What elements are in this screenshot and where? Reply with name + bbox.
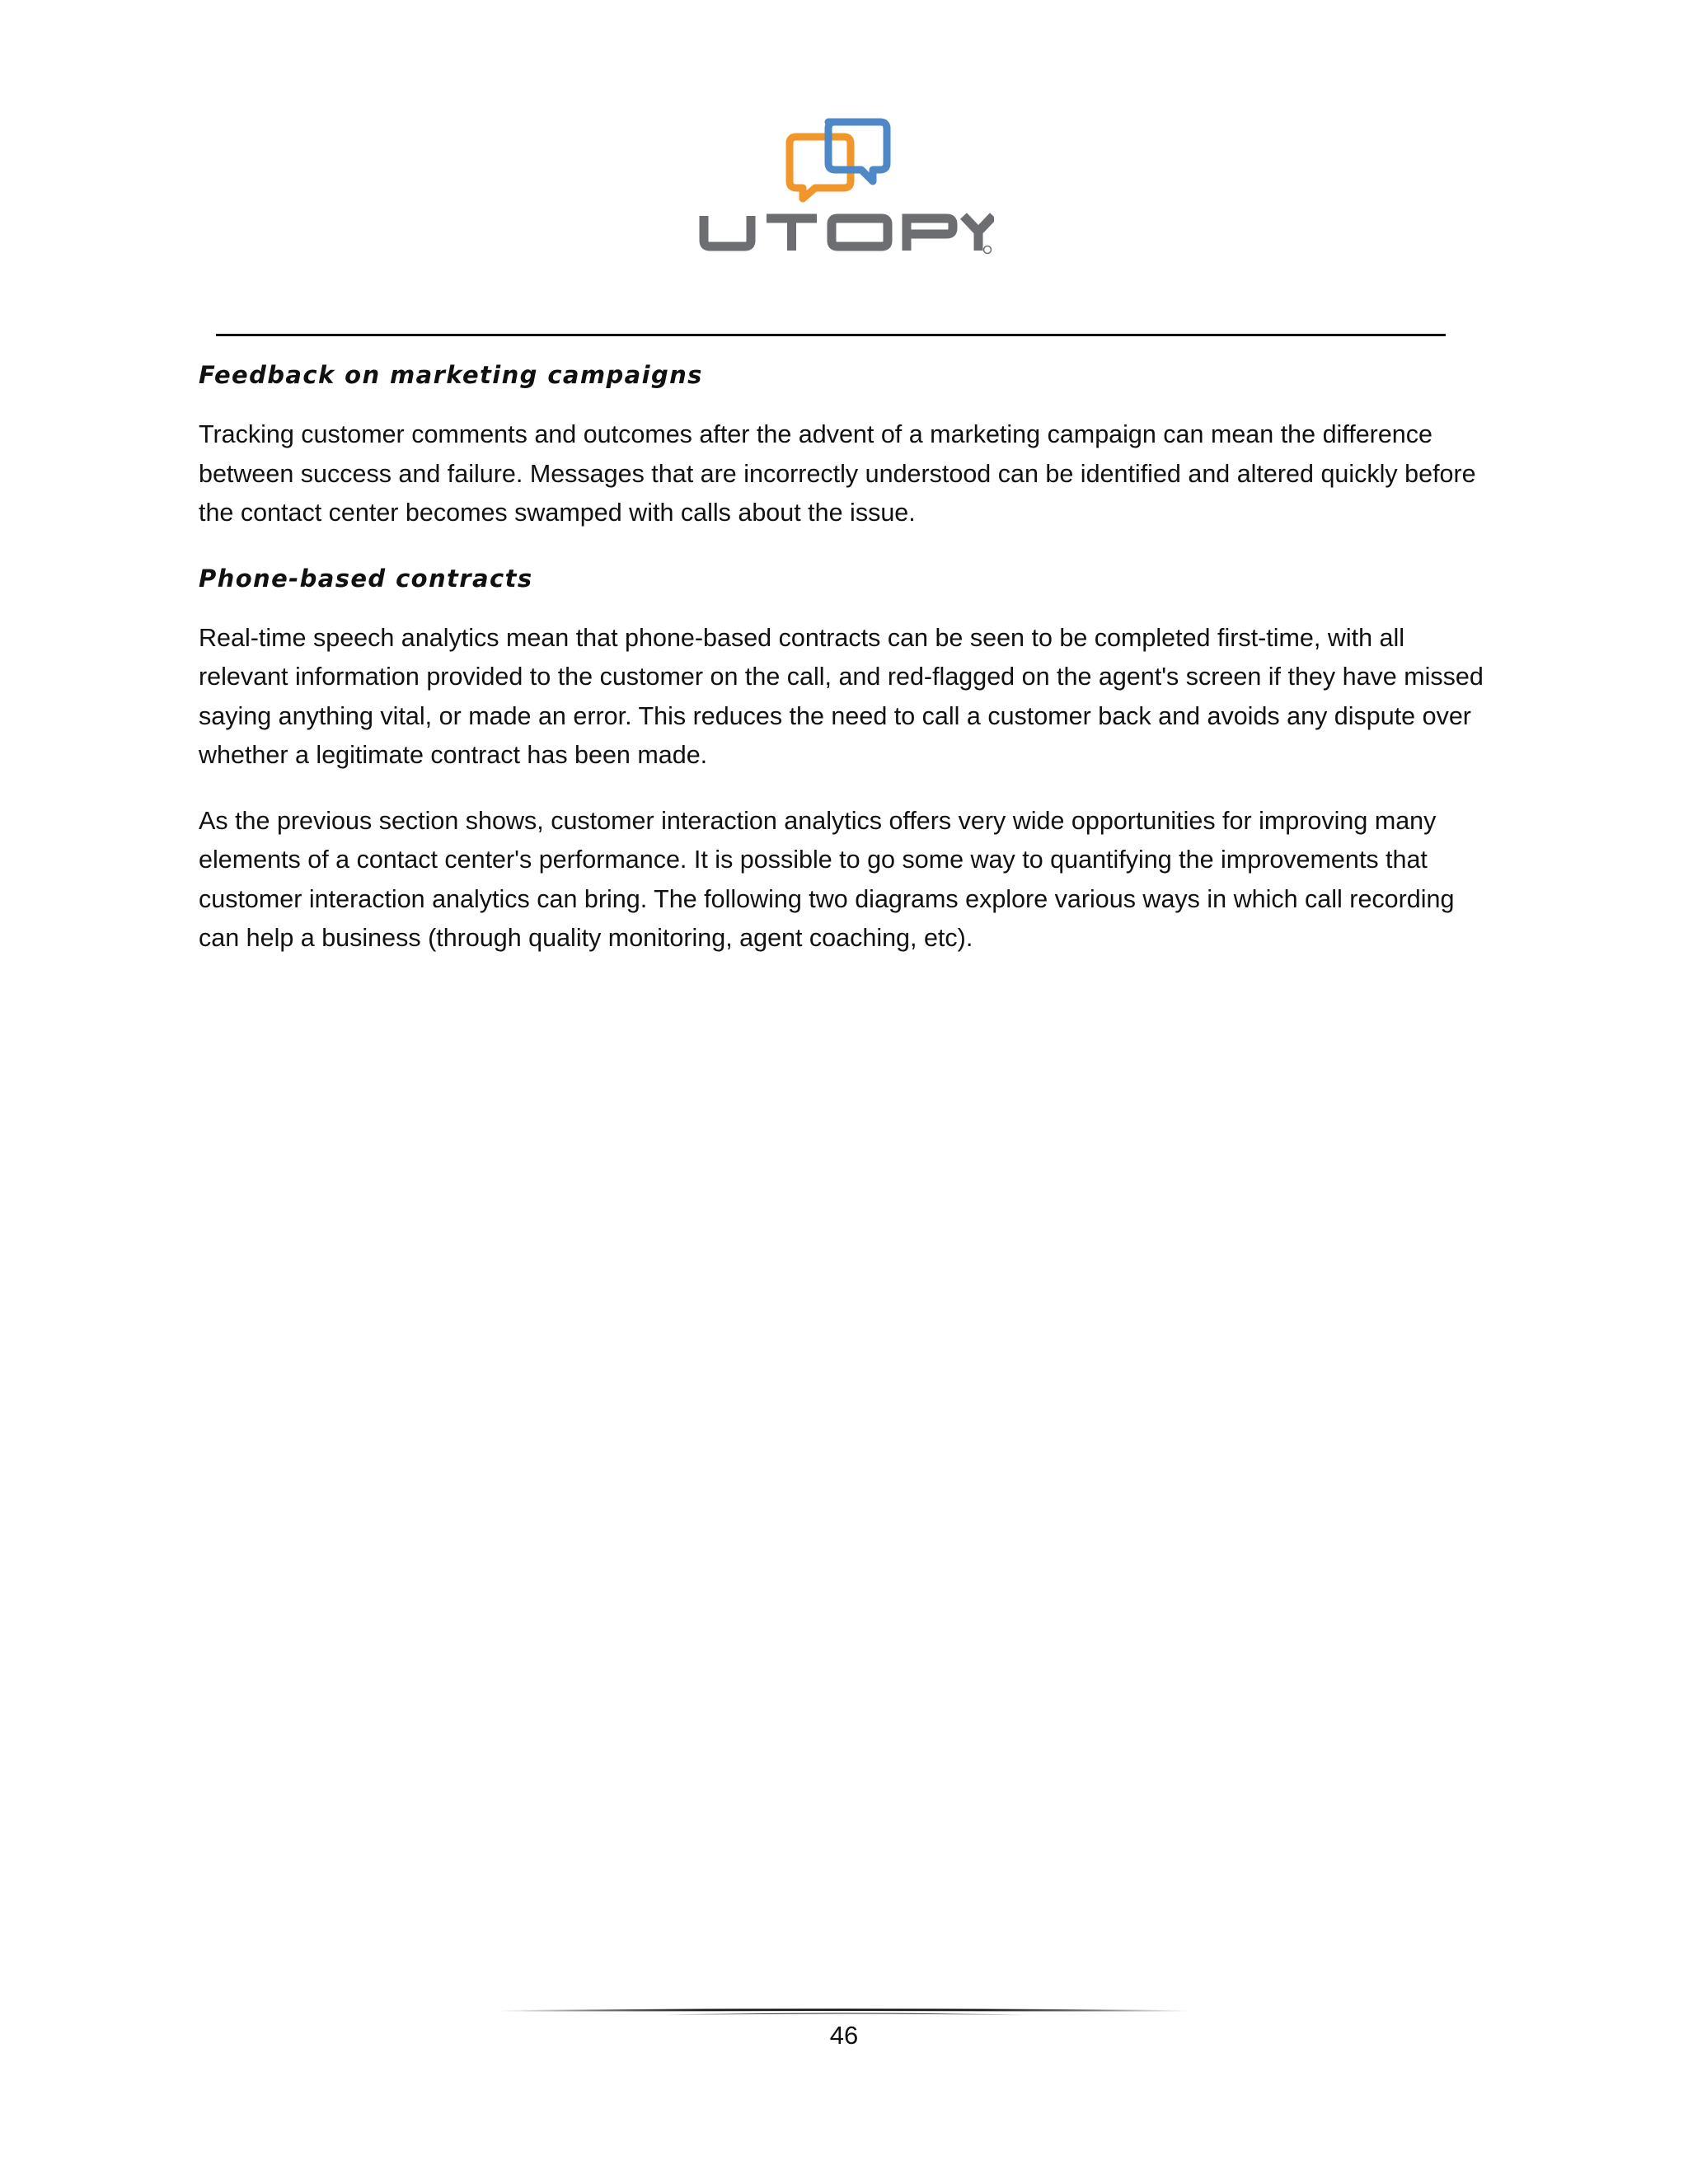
utopy-logo-graphic [697,115,994,260]
section-heading-phone-contracts: Phone-based contracts [199,564,533,593]
blue-speech-bubble-icon [828,122,887,181]
paragraph-analytics-opportunities: As the previous section shows, customer interaction analytics offers very wide opportunities for improving many elements of a contact center's performance. It is possible to go some way to quantifying the improvements that customer interaction analytics can bring. The following two diagrams explore various ways in which call recording can help a business (through quality monitoring, agent coaching, etc). [199,806,1455,952]
document-body [199,356,1501,985]
page-number: 46 [829,2021,859,2050]
wordmark-y-stem [974,231,983,251]
paragraph-phone-contracts: Real-time speech analytics mean that phone-based contracts can be seen to be completed first-time, with all relevant information provided to the customer on the call, and red-flagged on the agent's screen if they have missed saying anything vital, or made an error. This reduces the need to call a customer back and avoids any dispute over whether a legitimate contract has been made. [199,623,1484,769]
footer-swoosh-divider [498,2008,1190,2018]
registered-mark-icon [984,246,992,254]
section-heading-marketing-campaigns: Feedback on marketing campaigns [199,361,703,389]
utopy-logo [697,115,994,260]
header-rule [216,334,1446,336]
utopy-wordmark [704,216,993,251]
paragraph-marketing-campaigns: Tracking customer comments and outcomes after the advent of a marketing campaign can mean the difference between success and failure. Messages that are incorrectly understood can be identified and altered quickly before the contact center becomes swamped with calls about the issue. [199,420,1476,527]
